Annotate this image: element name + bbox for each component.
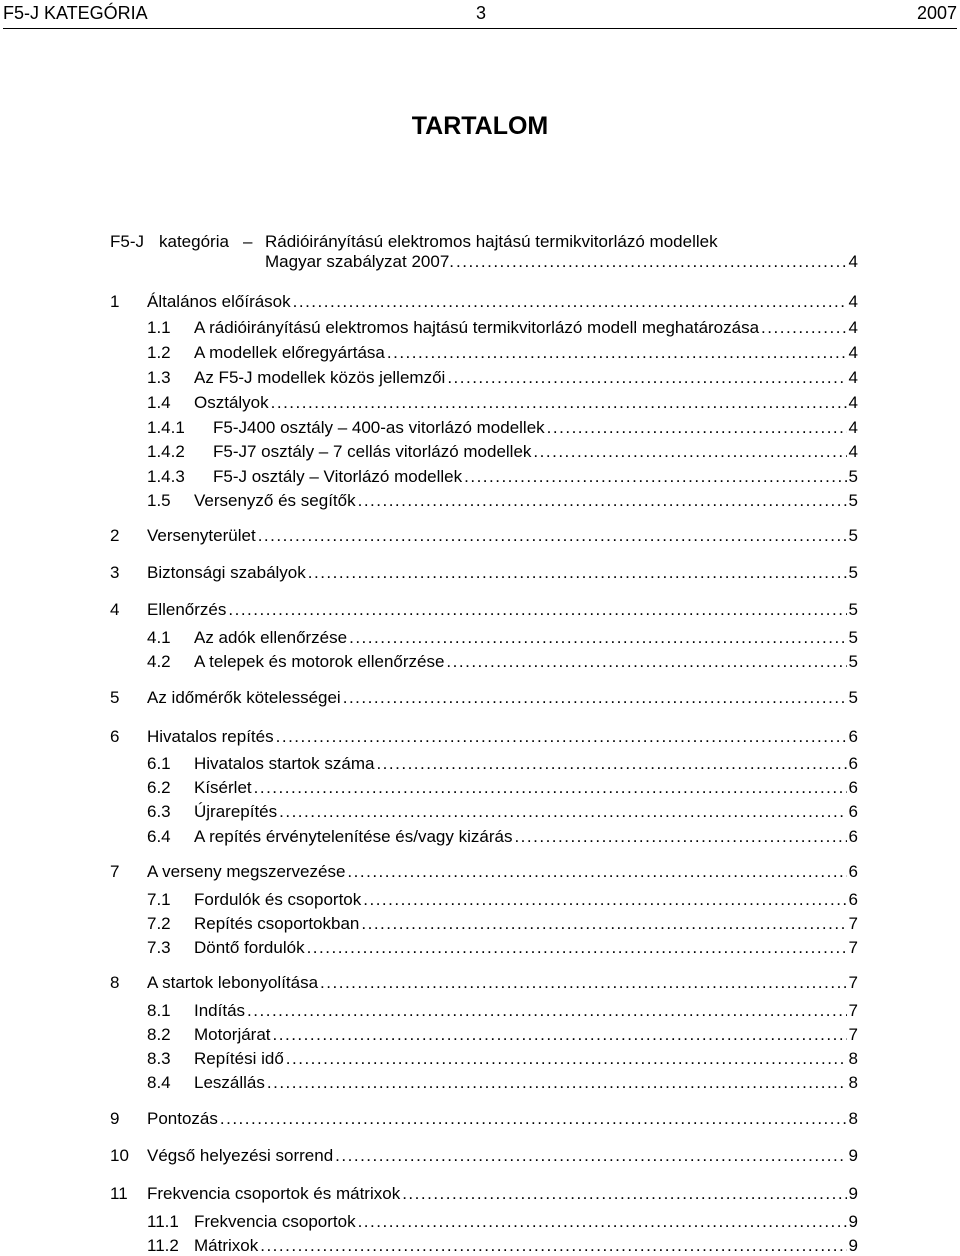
toc-entry-page: 5 [848,652,858,671]
toc-entry-title: F5-J400 osztály – 400-as vitorlázó modellek [213,418,545,437]
toc-entry-number: 1.4.3 [147,467,185,486]
toc-entry-page: 9 [848,1184,858,1203]
toc-entry-line [194,938,858,958]
toc-entry-line [194,393,858,413]
toc-entry-number: 6.4 [147,827,171,846]
toc-leader [456,252,847,272]
toc-entry-page: 9 [848,1212,858,1231]
toc-entry-page: 8 [848,1109,858,1128]
toc-entry-title: Motorjárat [194,1025,271,1044]
toc-entry-page: 5 [848,600,858,619]
toc-intro-dash: – [243,232,253,251]
toc-entry-number: 7.2 [147,914,171,933]
toc-entry-page: 4 [848,252,858,271]
toc-entry-line [213,442,858,462]
toc-entry-line [147,688,858,708]
toc-leader [347,862,846,882]
header-year: 2007 [916,3,957,23]
toc-leader [254,778,847,798]
toc-entry-line [147,526,858,546]
toc-leader [286,1049,847,1069]
toc-entry-title: Kísérlet [194,778,252,797]
toc-leader [308,563,847,583]
toc-entry-number: 1.4 [147,393,171,412]
toc-entry-line [147,862,858,882]
toc-leader [247,1001,846,1021]
toc-leader [273,1025,847,1045]
toc-entry-title: A startok lebonyolítása [147,973,319,992]
toc-leader [293,292,847,312]
toc-entry-page: 4 [848,343,858,362]
toc-entry-page: 5 [848,563,858,582]
toc-entry-line [194,343,858,363]
toc-entry-number: 1 [110,292,120,311]
toc-entry-number: 8.4 [147,1073,171,1092]
toc-entry-page: 4 [848,442,858,461]
toc-entry-number: 1.4.1 [147,418,185,437]
toc-leader [363,890,846,910]
toc-entry-page: 4 [848,292,858,311]
toc-leader [307,938,847,958]
toc-leader [761,318,846,338]
toc-entry-title: A telepek és motorok ellenőrzése [194,652,445,671]
toc-entry-page: 9 [848,1146,858,1165]
toc-entry-title: F5-J osztály – Vitorlázó modellek [213,467,463,486]
toc-entry-title: Mátrixok [194,1236,259,1255]
toc-entry-title: A repítés érvénytelenítése és/vagy kizárás [194,827,513,846]
toc-leader [279,802,846,822]
toc-leader [514,827,846,847]
toc-entry-title: Ellenőrzés [147,600,227,619]
toc-entry-number: 6.1 [147,754,171,773]
toc-entry-page: 8 [848,1049,858,1068]
toc-entry-page: 8 [848,1073,858,1092]
toc-entry-line [147,973,858,993]
toc-entry-line [213,418,858,438]
toc-entry-page: 9 [848,1236,858,1255]
toc-entry-line [194,491,858,511]
toc-entry-line [194,1001,858,1021]
toc-entry-line [147,1146,858,1166]
toc-entry-title: Hivatalos startok száma [194,754,375,773]
toc-entry-page: 5 [848,491,858,510]
toc-entry-title: Leszállás [194,1073,265,1092]
toc-entry-page: 6 [848,802,858,821]
toc-entry-number: 9 [110,1109,120,1128]
toc-entry-number: 2 [110,526,120,545]
toc-entry-title: Az F5-J modellek közös jellemzői [194,368,446,387]
toc-entry-line [194,368,858,388]
toc-entry-number: 6.3 [147,802,171,821]
toc-entry-title: Fordulók és csoportok [194,890,362,909]
toc-entry-title: A rádióirányítású elektromos hajtású termikvitorlázó modell meghatározása [194,318,760,337]
toc-entry-number: 1.3 [147,368,171,387]
toc-leader [533,442,846,462]
header-rule [3,28,957,29]
toc-entry-number: 8.3 [147,1049,171,1068]
toc-entry-line [147,1109,858,1129]
toc-entry-line [194,318,858,338]
toc-entry-number: 1.1 [147,318,171,337]
toc-entry-line [147,292,858,312]
toc-entry-number: 11 [110,1184,128,1203]
toc-entry-page: 6 [848,727,858,746]
toc-entry-title: Újrarepítés [194,802,278,821]
toc-entry-number: 8 [110,973,120,992]
toc-entry-title: Frekvencia csoportok [194,1212,356,1231]
toc-leader [376,754,846,774]
toc-entry-page: 6 [848,778,858,797]
page-header [3,0,957,30]
toc-entry-title: Osztályok [194,393,269,412]
toc-entry-number: 5 [110,688,120,707]
toc-entry-number: 11.1 [147,1212,179,1231]
toc-leader [271,393,847,413]
toc-entry-page: 6 [848,754,858,773]
toc-entry-title: A modellek előregyártása [194,343,385,362]
toc-entry-number: 7 [110,862,120,881]
toc-leader [447,368,846,388]
toc-entry-line [194,1236,858,1256]
toc-entry-line [194,1049,858,1069]
toc-entry-page: 4 [848,318,858,337]
toc-entry-line [194,827,858,847]
toc-entry-number: 11.2 [147,1236,179,1255]
toc-leader [260,1236,846,1256]
toc-entry-line [147,727,858,747]
toc-entry-number: 1.4.2 [147,442,185,461]
toc-leader [276,727,847,747]
toc-leader [361,914,846,934]
toc-entry-title: Frekvencia csoportok és mátrixok [147,1184,401,1203]
toc-entry-line [194,802,858,822]
toc-entry-line [194,1212,858,1232]
toc-entry-title: Hivatalos repítés [147,727,274,746]
toc-entry-page: 7 [848,914,858,933]
toc-leader [547,418,847,438]
toc-entry-page: 6 [848,862,858,881]
toc-entry-page: 7 [848,973,858,992]
toc-entry-title: Az időmérők kötelességei [147,688,341,707]
toc-entry-number: 10 [110,1146,129,1165]
toc-entry-line [194,754,858,774]
toc-leader [446,652,846,672]
toc-entry-number: 6 [110,727,120,746]
header-category: F5-J KATEGÓRIA [3,3,148,23]
toc-leader [335,1146,846,1166]
toc-entry-page: 4 [848,393,858,412]
toc-entry-page: 7 [848,938,858,957]
toc-leader [358,491,847,511]
toc-entry-number: 1.5 [147,491,171,510]
toc-leader [320,973,846,993]
toc-entry-number: 8.2 [147,1025,171,1044]
toc-entry-title: Versenyterület [147,526,256,545]
toc-entry-line [194,1025,858,1045]
toc-entry-title: Általános előírások [147,292,291,311]
toc-entry-page: 5 [848,688,858,707]
toc-entry-page: 7 [848,1025,858,1044]
toc-entry-number: 7.3 [147,938,171,957]
toc-entry-title: Versenyző és segítők [194,491,356,510]
toc-leader [464,467,846,487]
toc-entry-title: A verseny megszervezése [147,862,346,881]
toc-entry-line [194,778,858,798]
toc-intro-description: Rádióirányítású elektromos hajtású termikvitorlázó modellek [265,232,718,251]
toc-entry-page: 5 [848,467,858,486]
toc-leader [228,600,846,620]
toc-leader [258,526,847,546]
toc-entry-line [147,563,858,583]
toc-entry-line [213,467,858,487]
toc-entry-title: Pontozás [147,1109,218,1128]
toc-entry-number: 6.2 [147,778,171,797]
header-page-number: 3 [476,3,487,23]
toc-entry-line [147,1184,858,1204]
page-title: TARTALOM [411,112,549,140]
toc-entry-page: 4 [848,368,858,387]
toc-entry-line [147,600,858,620]
toc-entry-number: 8.1 [147,1001,171,1020]
toc-leader [220,1109,847,1129]
toc-entry-title: Döntő fordulók [194,938,305,957]
toc-entry-number: 4.1 [147,628,171,647]
toc-entry-title: Magyar szabályzat 2007. [265,252,454,271]
toc-intro-entry[interactable] [110,232,858,272]
toc-entry-number: 3 [110,563,120,582]
toc-entry-title: Végső helyezési sorrend [147,1146,334,1165]
toc-entry-number: 7.1 [147,890,171,909]
toc-entry-title: F5-J7 osztály – 7 cellás vitorlázó modellek [213,442,532,461]
toc-entry-title: Repítés csoportokban [194,914,360,933]
toc-entry-page: 4 [848,418,858,437]
toc-entry-line [194,914,858,934]
toc-entry-page: 5 [848,526,858,545]
toc-entry-line [194,890,858,910]
toc-leader [343,688,847,708]
toc-entry-title: Indítás [194,1001,246,1020]
toc-entry-page: 7 [848,1001,858,1020]
toc-entry-title: Repítési idő [194,1049,284,1068]
toc-entry-number: 4.2 [147,652,171,671]
toc-entry-page: 5 [848,628,858,647]
toc-entry-line [194,652,858,672]
toc-intro-line2 [265,252,858,272]
toc-entry-number: 1.2 [147,343,171,362]
toc-entry-page: 6 [848,827,858,846]
toc-entry-title: Biztonsági szabályok [147,563,306,582]
toc-intro-category: kategória [159,232,229,251]
toc-leader [402,1184,846,1204]
toc-entry-number: 4 [110,600,120,619]
toc-entry-page: 6 [848,890,858,909]
toc-entry-title: Az adók ellenőrzése [194,628,348,647]
toc-leader [267,1073,847,1093]
toc-entry-line [194,1073,858,1093]
toc-leader [349,628,846,648]
toc-intro-code: F5-J [110,232,144,251]
toc-entry-line [194,628,858,648]
toc-leader [358,1212,847,1232]
toc-leader [387,343,847,363]
